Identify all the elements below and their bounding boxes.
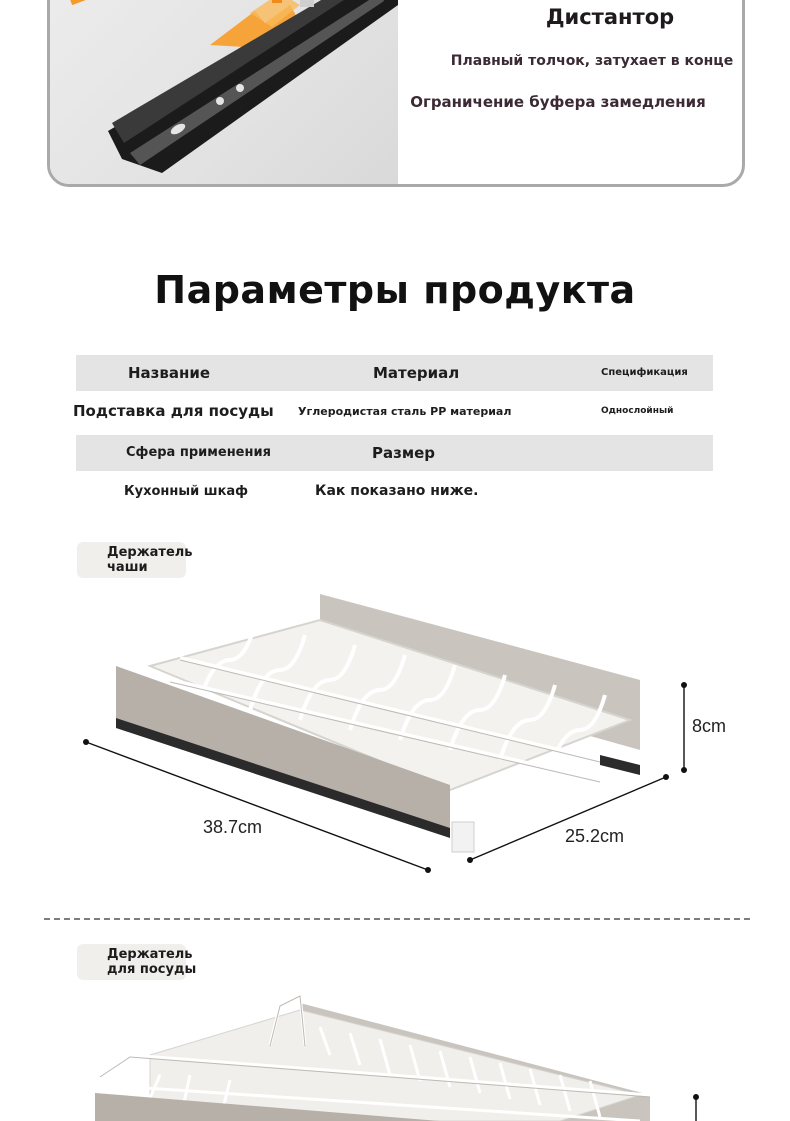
header-spec: Спецификация	[601, 367, 688, 378]
header-material: Материал	[373, 364, 460, 382]
bowl-holder-label-line2: чаши	[107, 560, 148, 575]
buffer-limit-text: Ограничение буфера замедления	[410, 93, 706, 111]
length-dimension: 38.7cm	[203, 817, 263, 837]
bowl-holder-label	[107, 545, 193, 575]
bowl-holder-label-line1: Держатель	[107, 545, 193, 560]
value-spec: Однослойный	[601, 406, 674, 416]
slide-rail-image	[50, 0, 398, 184]
slide-rail-card	[47, 0, 745, 187]
height-dimension: 8cm	[692, 716, 727, 736]
header-scope: Сфера применения	[126, 445, 271, 460]
dish-holder-label-line2: для посуды	[107, 962, 197, 977]
value-name: Подставка для посуды	[73, 402, 274, 420]
value-material: Углеродистая сталь PP материал	[298, 405, 512, 418]
bowl-holder-image	[0, 580, 790, 880]
header-size: Размер	[372, 444, 436, 462]
dish-holder-label-line1: Держатель	[107, 947, 193, 962]
dish-holder-label	[107, 947, 196, 977]
section-divider	[44, 918, 750, 920]
value-scope: Кухонный шкаф	[124, 484, 249, 499]
dish-holder-image	[0, 985, 790, 1121]
distancer-title: Дистантор	[545, 5, 675, 29]
smooth-push-text: Плавный толчок, затухает в конце	[450, 53, 734, 69]
header-name: Название	[128, 364, 211, 382]
value-size: Как показано ниже.	[315, 483, 479, 499]
width-dimension: 25.2cm	[565, 826, 625, 846]
product-parameters-title: Параметры продукта	[154, 268, 636, 312]
